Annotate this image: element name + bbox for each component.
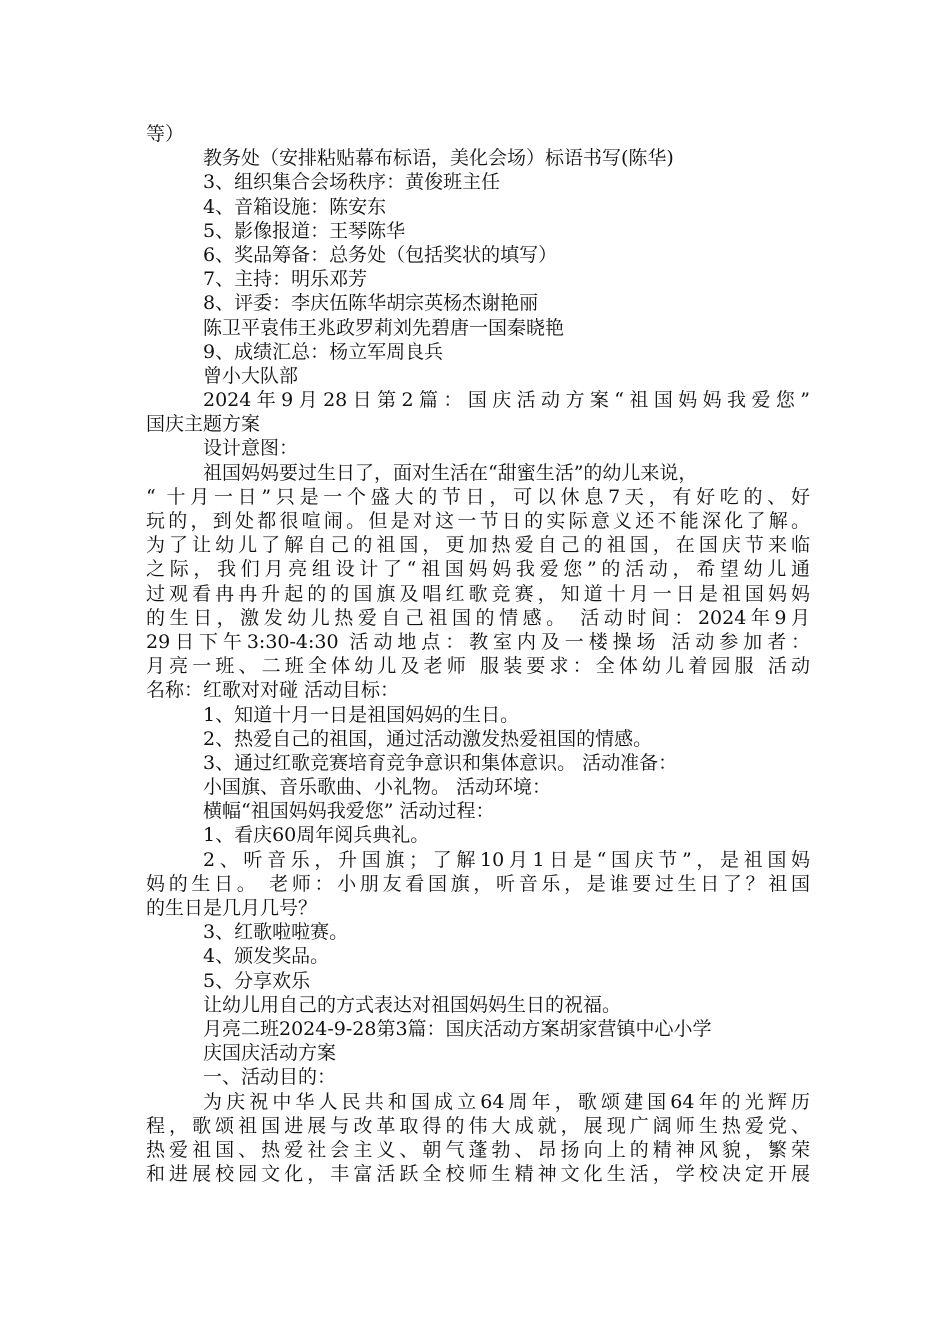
text-line: 小国旗、音乐歌曲、小礼物。 活动环境： [203, 776, 552, 799]
text-line: 为庆祝中华人民共和国成立64周年，歌颂建国64年的光辉历 [203, 1090, 810, 1113]
text-line: 陈卫平袁伟王兆政罗莉刘先碧唐一国秦晓艳 [203, 316, 565, 339]
text-line: 3、通过红歌竞赛培育竞争意识和集体意识。 活动准备： [203, 751, 678, 774]
text-line: 8、评委：李庆伍陈华胡宗英杨杰谢艳丽 [203, 292, 539, 315]
text-line: 设计意图： [203, 437, 299, 460]
text-line: 玩的，到处都很喧闹。但是对这一节日的实际意义还不能深化了解。 [146, 510, 810, 532]
text-line: 3、红歌啦啦赛。 [203, 921, 349, 944]
text-line: 一、活动目的： [203, 1066, 337, 1089]
text-line: 2、听音乐，升国旗；了解10月1日是“国庆节”，是祖国妈 [203, 848, 810, 871]
text-line: 曾小大队部 [203, 364, 299, 387]
text-line: 3、组织集合会场秩序：黄俊班主任 [203, 171, 501, 194]
text-line: 妈的生日。 老师：小朋友看国旗，听音乐，是谁要过生日了？祖国 [146, 872, 810, 895]
text-line: 等） [146, 123, 185, 145]
text-line: “ 十月一日”只是一个盛大的节日，可以休息7天，有好吃的、好 [146, 485, 810, 508]
text-line: 2024年9月28日第2篇：国庆活动方案“祖国妈妈我爱您” [203, 389, 810, 412]
text-line: 5、影像报道：王琴陈华 [203, 219, 406, 242]
text-line: 4、音箱设施：陈安东 [203, 195, 387, 218]
text-line: 庆国庆活动方案 [203, 1042, 337, 1065]
text-line: 和进展校园文化，丰富活跃全校师生精神文化生活，学校决定开展 [146, 1163, 810, 1186]
text-line: 祖国妈妈要过生日了，面对生活在“甜蜜生活”的幼儿来说， [203, 461, 698, 484]
text-line: 2、热爱自己的祖国，通过活动激发热爱祖国的情感。 [203, 727, 653, 750]
text-line: 热爱祖国、热爱社会主义、朝气蓬勃、昂扬向上的精神风貌，繁荣 [146, 1138, 810, 1161]
text-line: 名称：红歌对对碰 活动目标： [146, 679, 400, 702]
text-line: 程，歌颂祖国进展与改革取得的伟大成就，展现广阔师生热爱党、 [146, 1114, 810, 1137]
text-line: 1、知道十月一日是祖国妈妈的生日。 [203, 703, 520, 726]
text-line: 4、颁发奖品。 [203, 945, 330, 968]
text-line: 29日下午3:30-4:30 活动地点：教室内及一楼操场 活动参加者： [146, 630, 810, 653]
text-line: 的生日，激发幼儿热爱自己祖国的情感。 活动时间：2024年9月 [146, 606, 810, 629]
text-line: 月亮二班2024-9-28第3篇：国庆活动方案胡家营镇中心小学 [203, 1017, 712, 1040]
text-line: 的生日是几月几号？ [146, 897, 318, 919]
text-line: 为了让幼儿了解自己的祖国，更加热爱自己的祖国，在国庆节来临 [146, 534, 810, 557]
text-line: 5、分享欢乐 [203, 969, 311, 992]
text-line: 之际，我们月亮组设计了“祖国妈妈我爱您”的活动，希望幼儿通 [146, 558, 810, 581]
text-line: 月亮一班、二班全体幼儿及老师 服装要求：全体幼儿着园服 活动 [146, 655, 810, 678]
text-line: 1、看庆60周年阅兵典礼。 [203, 824, 430, 847]
text-line: 9、成绩汇总：杨立军周良兵 [203, 340, 444, 363]
text-line: 让幼儿用自己的方式表达对祖国妈妈生日的祝福。 [203, 993, 622, 1016]
text-line: 教务处（安排粘贴幕布标语，美化会场）标语书写(陈华) [203, 147, 674, 170]
text-line: 国庆主题方案 [146, 413, 261, 436]
text-line: 过观看冉冉升起的的国旗及唱红歌竞赛，知道十月一日是祖国妈妈 [146, 582, 810, 605]
document-body [146, 122, 810, 1186]
text-line: 6、奖品筹备：总务处（包括奖状的填写） [203, 243, 558, 266]
text-line: 横幅“祖国妈妈我爱您” 活动过程： [203, 800, 495, 823]
text-line: 7、主持：明乐邓芳 [203, 268, 368, 291]
